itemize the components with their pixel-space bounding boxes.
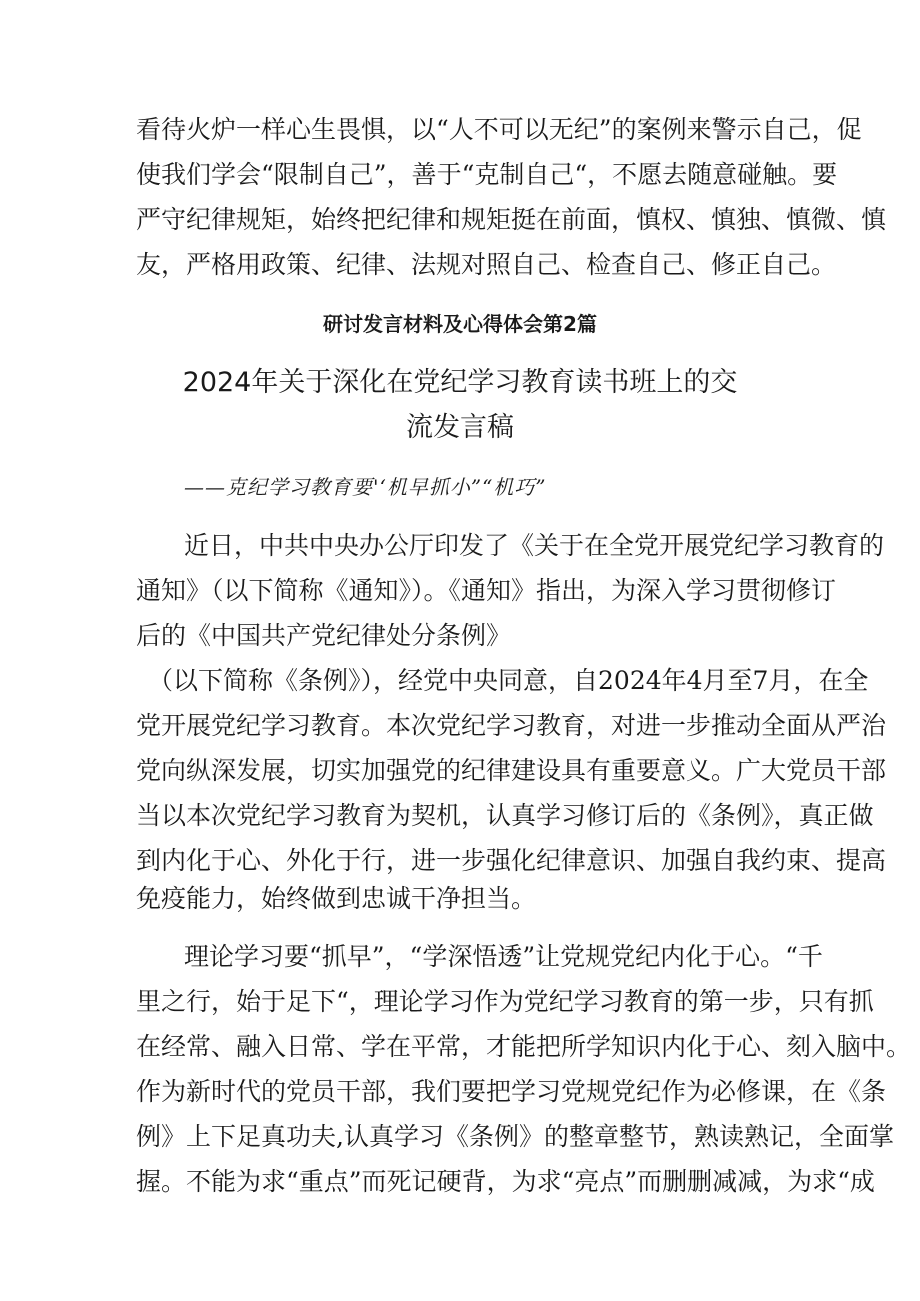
para2-line-3: 在经常、融入日常、学在平常，才能把所学知识内化于心、刻入脑中。: [136, 1032, 912, 1061]
intro-line-4: 友，严格用政策、纪律、法规对照自己、检查自己、修正自己。: [136, 250, 837, 279]
section-title: 研讨发言材料及心得体会第2篇: [323, 312, 597, 336]
para1-line-5: 党开展党纪学习教育。本次党纪学习教育，对进一步推动全面从严治: [136, 711, 887, 740]
intro-line-2: 使我们学会“限制自己”，善于“克制自己“，不愿去随意碰触。要: [136, 160, 838, 189]
para1-line-3: 后的《中国共产党纪律处分条例》: [136, 621, 512, 650]
para2-line-6: 握。不能为求“重点”而死记硬背，为求“亮点”而删删减减，为求“成: [136, 1167, 875, 1196]
para2-line-4: 作为新时代的党员干部，我们要把学习党规党纪作为必修课，在《条: [136, 1077, 887, 1106]
para2-line-2: 里之行，始于足下“，理论学习作为党纪学习教育的第一步，只有抓: [136, 987, 874, 1016]
para1-line-1: 近日，中共中央办公厅印发了《关于在全党开展党纪学习教育的: [184, 531, 885, 560]
main-title-line-2: 流发言稿: [406, 412, 514, 443]
para1-line-4: （以下简称《条例》），经党中央同意，自2024年4月至7月，在全: [148, 666, 869, 695]
para1-line-7: 当以本次党纪学习教育为契机，认真学习修订后的《条例》，真正做: [136, 801, 874, 830]
para2-line-5: 例》上下足真功夫,认真学习《条例》的整章整节，熟读熟记，全面掌: [136, 1122, 894, 1151]
para1-line-6: 党向纵深发展，切实加强党的纪律建设具有重要意义。广大党员干部: [136, 756, 887, 785]
main-title-line-1: 2024年关于深化在党纪学习教育读书班上的交: [182, 367, 738, 398]
para1-line-8: 到内化于心、外化于行，进一步强化纪律意识、加强自我约束、提高: [136, 846, 887, 875]
intro-line-3: 严守纪律规矩，始终把纪律和规矩挺在前面，慎权、慎独、慎微、慎: [136, 205, 887, 234]
intro-line-1: 看待火炉一样心生畏惧，以“人不可以无纪”的案例来警示自己，促: [136, 115, 862, 144]
para2-line-1: 理论学习要“抓早”，“学深悟透”让党规党纪内化于心。“千: [184, 942, 823, 971]
para1-line-9: 免疫能力，始终做到忠诚干净担当。: [136, 884, 537, 913]
subtitle: ——克纪学习教育要'‘机早抓小”“机巧”: [184, 475, 547, 499]
para1-line-2: 通知》（以下简称《通知》）。《通知》指出，为深入学习贯彻修订: [136, 576, 837, 605]
